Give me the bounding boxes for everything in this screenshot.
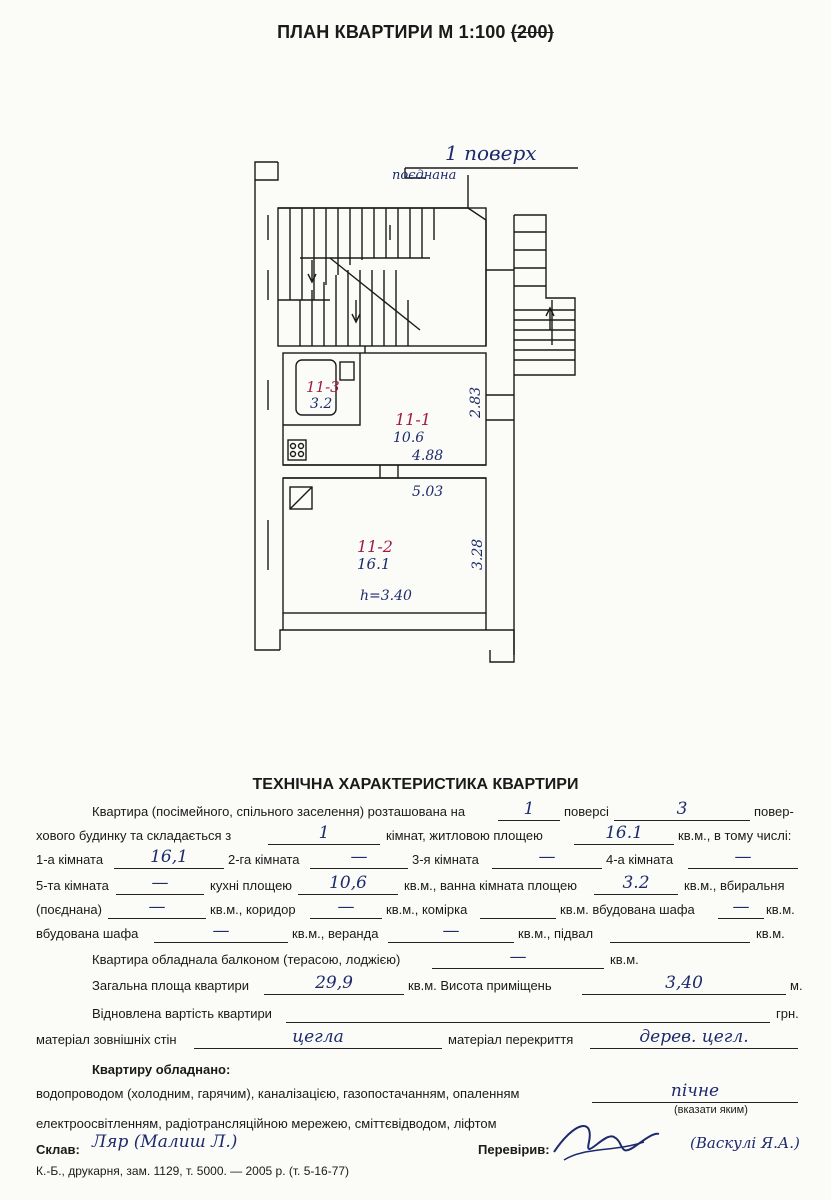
floor-material-value: дерев. цегл. <box>590 1028 798 1049</box>
room-height: h=3.40 <box>360 588 412 604</box>
dim-328: 3.28 <box>470 538 486 570</box>
wardrobe2-area-value: — <box>154 922 288 943</box>
row-materials: матеріал зовнішніх стін цегла матеріал перекриття дерев. цегл. <box>0 1028 831 1050</box>
floor-label: 1 поверх <box>445 141 537 165</box>
storeroom-area-value <box>480 898 556 919</box>
toilet-area-value: — <box>108 898 206 919</box>
basement-area-value <box>610 922 750 943</box>
rooms-count-value: 1 <box>268 824 380 845</box>
room-1-id: 11-1 <box>395 410 431 429</box>
row-signatures: Склав: Перевірив: <box>36 1142 550 1157</box>
wall-material-value: цегла <box>194 1028 442 1049</box>
stair-treads-bottom <box>278 270 408 346</box>
living-area-value: 16.1 <box>574 824 674 845</box>
room-2-area: 16.1 <box>357 555 391 573</box>
dim-283: 2.83 <box>468 386 484 418</box>
wardrobe-area-value: — <box>718 898 764 919</box>
room-1-area: 10.6 <box>393 430 425 446</box>
room3-area-value: — <box>492 848 602 869</box>
equip-title-row: Квартиру обладнано: <box>92 1062 231 1077</box>
room-2-id: 11-2 <box>357 537 393 556</box>
row-kitchen-bath: 5-та кімната — кухні площею 10,6 кв.м., ванна кімната площею 3.2 кв.м., вбиральня <box>36 873 785 893</box>
compiled-by-signature: Ляр (Малиш Л.) <box>92 1132 238 1152</box>
total-area-value: 29,9 <box>264 974 404 995</box>
balcony-area-value: — <box>432 948 604 969</box>
dim-503: 5.03 <box>412 484 444 500</box>
row-services: електроосвітленням, радіотрансляційною мережею, сміттєвідводом, ліфтом <box>36 1116 497 1131</box>
row-toilet-corridor: (поєднана) — кв.м., коридор — кв.м., комірка кв.м. вбудована шафа — кв.м. <box>36 897 795 917</box>
side-stair-treads <box>514 232 575 360</box>
row-balcony: Квартира обладнала балконом (терасою, лоджією) — кв.м. <box>92 947 639 967</box>
corridor-area-value: — <box>310 898 382 919</box>
floor-value: 1 <box>498 800 560 821</box>
row-room-list: 1-а кімната 16,1 2-га кімната — 3-я кімната — 4-а кімната — <box>0 848 831 870</box>
row-rooms: хового будинку та складається з 1 кімнат, житловою площею 16.1 кв.м., в тому числі: <box>36 823 792 843</box>
building-floors-value: 3 <box>614 800 750 821</box>
row-utilities: водопроводом (холодним, гарячим), каналізацією, газопостачанням, опаленням пічне <box>0 1082 831 1104</box>
row-floor-location: Квартира (посімейного, спільного заселення) розташована на 1 поверсі 3 повер- <box>92 799 794 819</box>
heating-type-hint: (вказати яким) <box>674 1104 748 1116</box>
outer-wall-bottom <box>280 630 514 662</box>
stove <box>288 440 306 460</box>
bathroom-area-value: 3.2 <box>594 874 678 895</box>
ceiling-height-value: 3,40 <box>582 974 786 995</box>
row-total-area: Загальна площа квартири 29,9 кв.м. Висота приміщень 3,40 м. <box>92 973 803 993</box>
dim-488: 4.88 <box>412 448 444 464</box>
checked-by-signature-mark <box>544 1112 664 1172</box>
corridor-wall <box>468 208 486 346</box>
plan-title: ПЛАН КВАРТИРИ М 1:100 <box>277 22 506 42</box>
room4-area-value: — <box>688 848 798 869</box>
veranda-area-value: — <box>388 922 514 943</box>
checked-by-name: (Васкулі Я.А.) <box>690 1134 800 1152</box>
restored-value-field <box>286 1002 770 1023</box>
room-3-area: 3.2 <box>310 396 333 412</box>
sink <box>340 362 354 380</box>
room5-area-value: — <box>116 874 204 895</box>
kitchen-area-value: 10,6 <box>298 874 398 895</box>
room2-area-value: — <box>310 848 408 869</box>
heating-type-value: пічне <box>592 1082 798 1103</box>
wall-notch-top <box>255 162 278 180</box>
row-wardrobe-veranda: вбудована шафа — кв.м., веранда — кв.м., підвал кв.м. <box>36 921 785 941</box>
side-stairs <box>514 215 575 375</box>
printer-footer: К.-Б., друкарня, зам. 1129, т. 5000. — 2005 р. (т. 5-16-77) <box>36 1164 350 1178</box>
combined-note: поєднана <box>392 168 457 183</box>
room1-area-value: 16,1 <box>114 848 224 869</box>
tech-section-title: ТЕХНІЧНА ХАРАКТЕРИСТИКА КВАРТИРИ <box>252 776 579 793</box>
room-3-id: 11-3 <box>306 378 340 396</box>
row-value: Відновлена вартість квартири грн. <box>0 1002 831 1024</box>
plan-scale-struck: (200) <box>510 22 554 42</box>
